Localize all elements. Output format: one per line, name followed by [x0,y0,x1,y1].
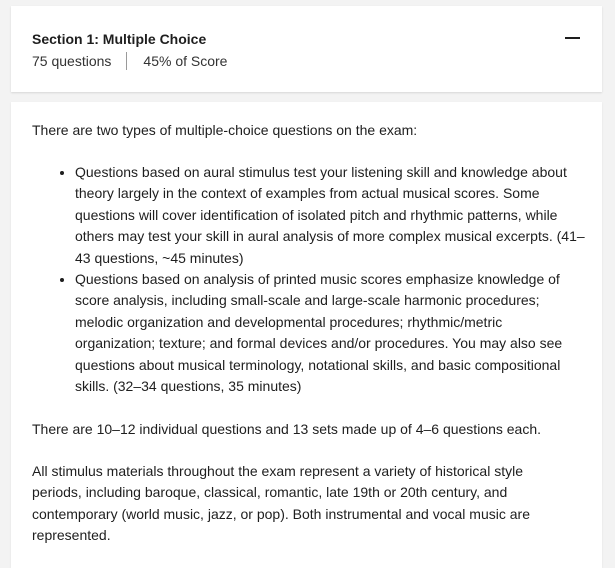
question-type-list [55,162,585,397]
question-count: 75 questions [32,53,112,69]
list-item: • Questions based on analysis of printed music scores emphasize knowledge of score analysis, including small-scale and large-scale harmonic procedures; melodic organization and developmental procedures; rhythmic/metric organization; texture; and formal devices and/or procedures. You may also see questions about musical terminology, notational skills, and basic compositional skills. (32–34 questions, 35 minutes) [75,269,585,397]
score-weight: 45% of Score [143,53,228,69]
section-header[interactable] [11,6,602,92]
collapse-button[interactable] [561,28,585,48]
list-item: • Questions based on aural stimulus test your listening skill and knowledge about theory largely in the context of examples from actual musical scores. Some questions will cover identification of isolated pitch and rhythmic patterns, while others may test your skill in aural analysis of more complex musical excerpts. (41–43 questions, ~45 minutes) [75,162,585,269]
minus-icon [565,37,580,39]
section-meta [32,52,227,70]
question-count-paragraph: There are 10–12 individual questions and 13 sets made up of 4–6 questions each. [32,421,542,437]
stimulus-paragraph: All stimulus materials throughout the exam represent a variety of historical style periods, including baroque, classical, romantic, late 19th or 20th century, and contemporary (world music, jazz, or pop). Both instrumental and vocal music are represented. [32,463,530,544]
section-title: Section 1: Multiple Choice [32,31,207,47]
section-content [11,102,602,568]
intro-paragraph: There are two types of multiple-choice questions on the exam: [32,122,418,138]
section-accordion [11,6,602,568]
meta-divider [126,52,127,70]
